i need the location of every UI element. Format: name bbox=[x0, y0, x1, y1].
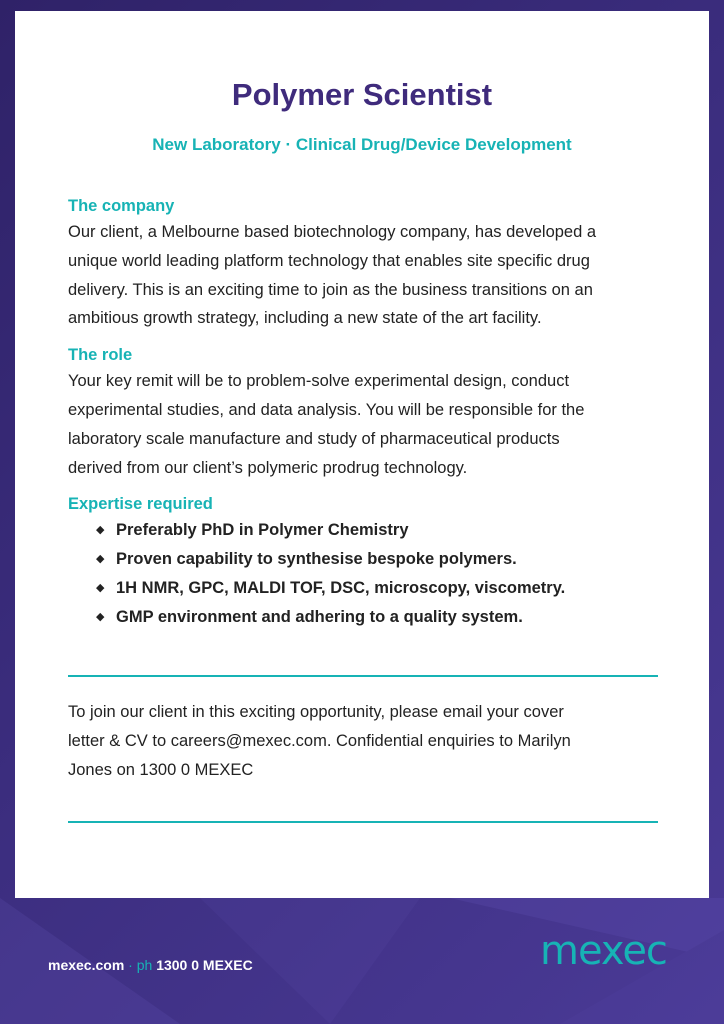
phone-number: 1300 0 MEXEC bbox=[156, 957, 253, 973]
mexec-logo: mexec bbox=[540, 928, 667, 974]
page-subtitle: New Laboratory · Clinical Drug/Device Development bbox=[152, 135, 572, 154]
text-line: unique world leading platform technology that enables site specific drug bbox=[68, 251, 590, 270]
job-description bbox=[68, 194, 658, 632]
footer-separator: · bbox=[128, 957, 133, 973]
phone-label: ph bbox=[136, 957, 153, 973]
divider-bottom bbox=[68, 821, 658, 823]
text-line: experimental studies, and data analysis. You will be responsible for the bbox=[68, 400, 585, 419]
list-item bbox=[96, 545, 658, 574]
text-line: derived from our client’s polymeric prodrug technology. bbox=[68, 458, 468, 477]
role-heading: The role bbox=[68, 346, 133, 365]
list-item-text: Proven capability to synthesise bespoke polymers. bbox=[116, 550, 517, 569]
text-line: laboratory scale manufacture and study of pharmaceutical products bbox=[68, 429, 560, 448]
list-item-text: 1H NMR, GPC, MALDI TOF, DSC, microscopy, viscometry. bbox=[116, 578, 566, 597]
expertise-list bbox=[68, 516, 658, 631]
text-line: letter & CV to careers@mexec.com. Confidential enquiries to Marilyn bbox=[68, 731, 571, 750]
diamond-bullet-icon: ◆ bbox=[96, 610, 105, 623]
page-title: Polymer Scientist bbox=[231, 77, 493, 112]
diamond-bullet-icon: ◆ bbox=[96, 581, 105, 594]
expertise-heading: Expertise required bbox=[68, 495, 213, 514]
text-line: Jones on 1300 0 MEXEC bbox=[68, 760, 254, 779]
list-item-text: GMP environment and adhering to a quality system. bbox=[116, 607, 523, 626]
diamond-bullet-icon: ◆ bbox=[96, 553, 105, 566]
footer-contact bbox=[48, 957, 253, 973]
text-line: Our client, a Melbourne based biotechnology company, has developed a bbox=[68, 223, 597, 241]
list-item bbox=[96, 603, 658, 632]
list-item bbox=[96, 516, 658, 545]
role-paragraph bbox=[68, 367, 658, 482]
content-card bbox=[15, 11, 709, 898]
divider-top bbox=[68, 675, 658, 677]
company-heading: The company bbox=[68, 197, 175, 215]
list-item bbox=[96, 574, 658, 603]
website-link[interactable]: mexec.com bbox=[48, 957, 125, 973]
call-to-action bbox=[68, 698, 658, 784]
text-line: Your key remit will be to problem-solve experimental design, conduct bbox=[68, 372, 570, 391]
list-item-text: Preferably PhD in Polymer Chemistry bbox=[116, 521, 409, 540]
company-paragraph bbox=[68, 218, 658, 333]
diamond-bullet-icon: ◆ bbox=[96, 524, 105, 537]
text-line: delivery. This is an exciting time to join as the business transitions on an bbox=[68, 280, 593, 299]
text-line: ambitious growth strategy, including a new state of the art facility. bbox=[68, 309, 542, 328]
text-line: To join our client in this exciting opportunity, please email your cover bbox=[68, 703, 564, 721]
